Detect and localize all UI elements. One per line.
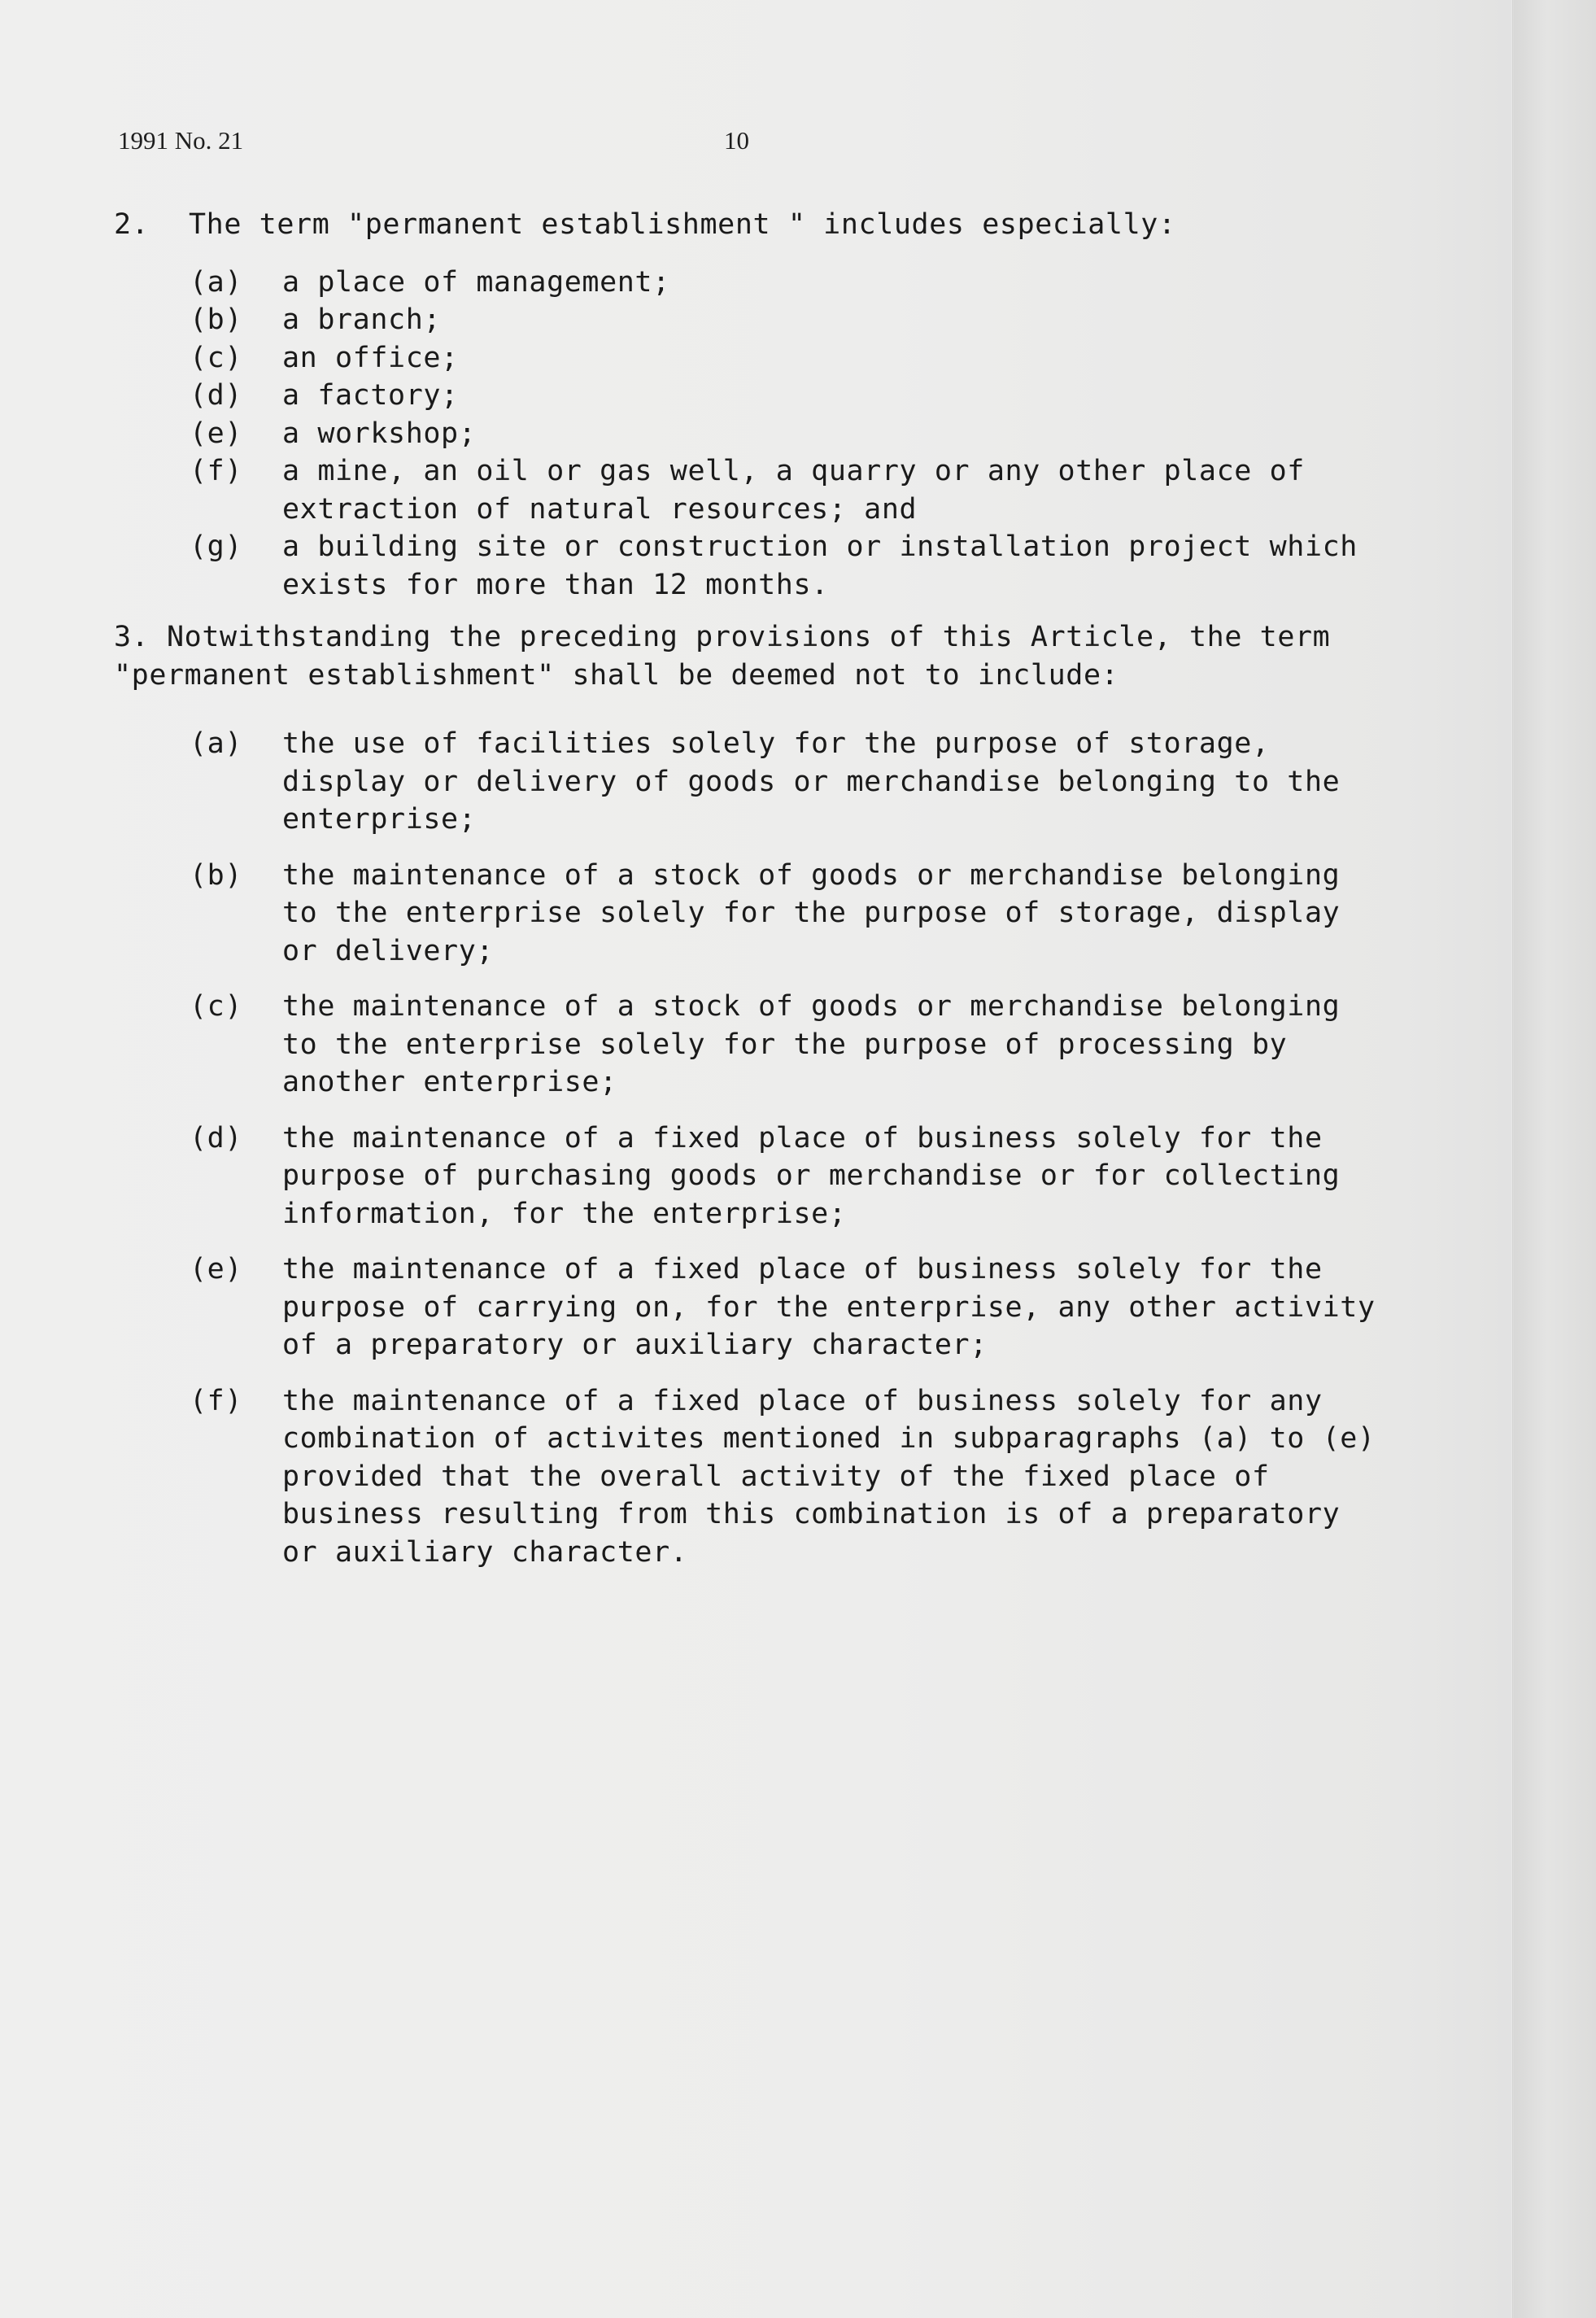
item-text: an office;	[282, 341, 459, 374]
item-text: the maintenance of a stock of goods or merchandise belonging to the enterprise solely for the purpose of processing by another enterprise;	[282, 990, 1341, 1098]
list-item	[114, 1382, 1383, 1572]
paragraph-3-lead: 3. Notwithstanding the preceding provisions of this Article, the term "permanent establishment" shall be deemed not to include:	[114, 621, 1331, 692]
paragraph-2-list	[114, 264, 1383, 605]
item-text: a mine, an oil or gas well, a quarry or any other place of extraction of natural resources; and	[282, 455, 1305, 526]
list-item	[114, 725, 1383, 839]
next-page-edge	[1514, 0, 1596, 2318]
item-label: (b)	[190, 303, 243, 336]
item-label: (a)	[190, 265, 243, 299]
item-label: (f)	[190, 455, 243, 487]
list-item	[114, 1120, 1383, 1233]
item-label: (d)	[190, 379, 243, 412]
item-label: (d)	[190, 1121, 243, 1155]
item-label: (a)	[190, 727, 243, 760]
item-text: the maintenance of a fixed place of business solely for the purpose of purchasing goods or merchandise or for collecting information, for the enterprise;	[282, 1121, 1341, 1230]
item-text: the use of facilities solely for the purpose of storage, display or delivery of goods or merchandise belonging to the enterprise;	[282, 727, 1341, 836]
page-number: 10	[724, 126, 749, 155]
list-item	[114, 377, 1383, 415]
item-text: the maintenance of a fixed place of business solely for any combination of activites mentioned in subparagraphs (a) to (e) provided that the overall activity of the fixed place of business resulting from this combination is of a preparatory or auxiliary character.	[282, 1384, 1376, 1569]
list-item	[114, 339, 1383, 378]
item-label: (c)	[190, 341, 243, 374]
item-text: a place of management;	[282, 265, 670, 299]
item-label: (b)	[190, 858, 243, 892]
list-item	[114, 1251, 1383, 1364]
list-item	[114, 988, 1383, 1102]
paragraph-3-list	[114, 725, 1383, 1571]
paragraph-2-lead	[114, 206, 1383, 244]
list-item	[114, 264, 1383, 302]
item-text: the maintenance of a fixed place of business solely for the purpose of carrying on, for the enterprise, any other activity of a preparatory or auxiliary character;	[282, 1253, 1376, 1361]
item-label: (e)	[190, 1253, 243, 1286]
item-label: (g)	[190, 530, 243, 563]
document-body	[114, 206, 1383, 1589]
item-text: a branch;	[282, 303, 442, 336]
item-text: a workshop;	[282, 417, 477, 450]
item-text: a factory;	[282, 379, 459, 412]
list-item	[114, 301, 1383, 339]
paragraph-number: 2.	[114, 208, 150, 241]
item-label: (f)	[190, 1384, 243, 1417]
list-item	[114, 415, 1383, 453]
item-text: a building site or construction or installation project which exists for more than 12 months.	[282, 530, 1358, 601]
statute-reference: 1991 No. 21	[118, 126, 244, 155]
list-item	[114, 857, 1383, 971]
list-item	[114, 528, 1383, 604]
paragraph-text: The term "permanent establishment " includes especially:	[189, 208, 1176, 241]
item-label: (c)	[190, 990, 243, 1023]
list-item	[114, 452, 1383, 528]
page-header	[118, 126, 1419, 159]
item-label: (e)	[190, 417, 243, 450]
item-text: the maintenance of a stock of goods or merchandise belonging to the enterprise solely for the purpose of storage, display or delivery;	[282, 858, 1341, 967]
